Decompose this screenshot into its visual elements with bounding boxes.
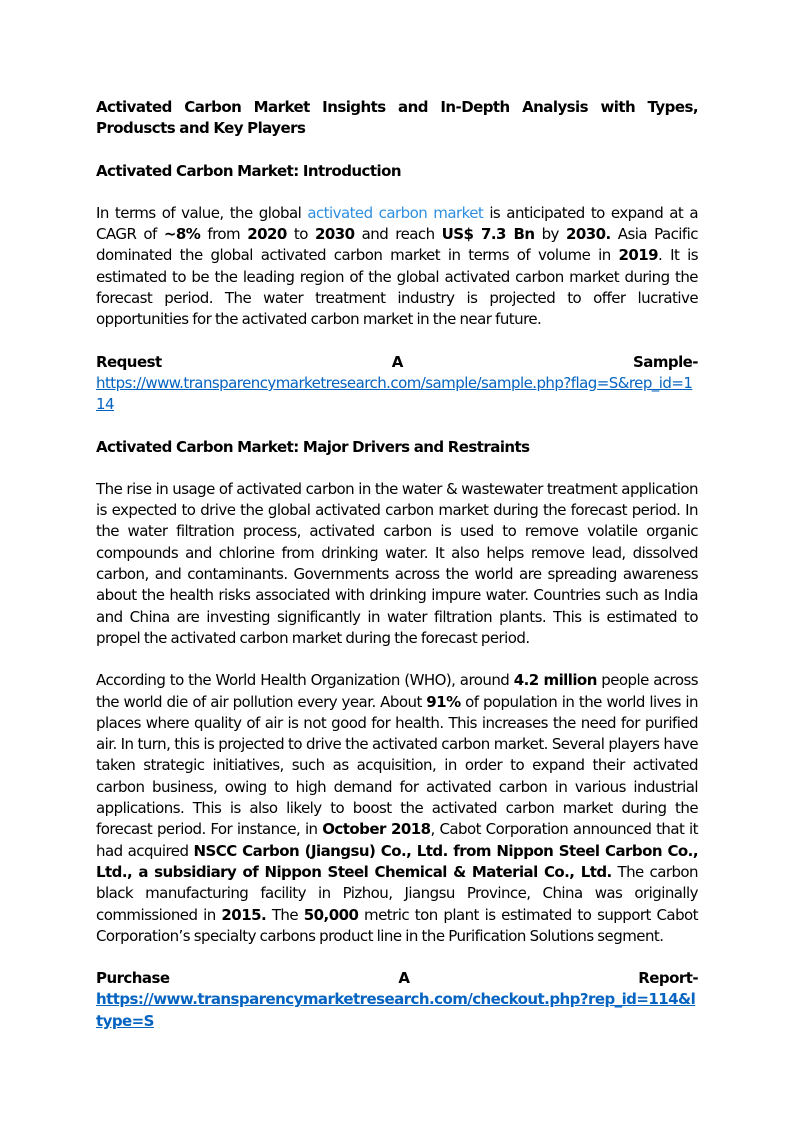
request-sample-word-1: Request (96, 352, 162, 371)
purchase-report-label (96, 968, 698, 989)
intro-text-d: to (286, 225, 315, 244)
purchase-report-word-2: A (398, 969, 410, 988)
intro-market-value: US$ 7.3 Bn (441, 225, 535, 244)
intro-text-h: . It is estimated to be the leading region of the global activated carbon market during the forecast period. The water treatment industry is projected to offer lucrative opportunities for the activated carbon market in the near future. (96, 246, 698, 329)
drivers-heading: Activated Carbon Market: Major Drivers and Restraints (96, 437, 530, 456)
activated-carbon-market-link[interactable]: activated carbon market (307, 203, 484, 222)
commission-year: 2015. (221, 905, 267, 924)
plant-capacity: 50,000 (303, 905, 359, 924)
intro-cagr: ~8% (163, 225, 201, 244)
air-pollution-deaths: 4.2 million (513, 671, 597, 690)
purchase-report-link[interactable]: https://www.transparencymarketresearch.com/checkout.php?rep_id=114&ltype=S (96, 990, 696, 1030)
request-sample-word-3: Sample- (633, 352, 698, 371)
intro-text-a: In terms of value, the global (96, 203, 308, 222)
request-sample-block (96, 352, 698, 416)
purchase-report-word-1: Purchase (96, 969, 170, 988)
acquired-company: NSCC Carbon (Jiangsu) Co., Ltd. from Nippon Steel Carbon Co., Ltd., a subsidiary of Nippon Steel Chemical & Material Co., Ltd. (96, 841, 698, 881)
intro-text-c: from (200, 225, 248, 244)
intro-text-b: is anticipated to expand at a CAGR of (96, 203, 699, 244)
acquisition-date: October 2018 (322, 820, 431, 839)
intro-text-e: and reach (354, 225, 442, 244)
document-title: Activated Carbon Market Insights and In-Depth Analysis with Types, Produscts and Key Players (96, 98, 698, 138)
intro-paragraph (96, 203, 698, 331)
request-sample-link[interactable]: https://www.transparencymarketresearch.com/sample/sample.php?flag=S&rep_id=114 (96, 373, 693, 414)
drivers-text-c: of population in the world lives in places where quality of air is not good for health. This increases the need for purified air. In turn, this is projected to drive the activated carbon market. Several players have taken strategic initiatives, such as acquisition, in order to expand their activated carbon business, owing to high demand for activated carbon in various industrial applications. This is also likely to boost the activated carbon market during the forecast period. For instance, in (96, 692, 698, 839)
purchase-report-word-3: Report- (638, 969, 698, 988)
drivers-paragraph-1: The rise in usage of activated carbon in the water & wastewater treatment application is expected to drive the global activated carbon market during the forecast period. In the water filtration process, activated carbon is used to remove volatile organic compounds and chlorine from drinking water. It also helps remove lead, dissolved carbon, and contaminants. Governments across the world are spreading awareness about the health risks associated with drinking impure water. Countries such as India and China are investing significantly in water filtration plants. This is estimated to propel the activated carbon market during the forecast period. (96, 479, 698, 647)
intro-year-start: 2020 (247, 225, 287, 244)
population-percentage: 91% (426, 692, 461, 711)
intro-heading: Activated Carbon Market: Introduction (96, 161, 401, 180)
request-sample-label (96, 352, 698, 373)
intro-year-end: 2030 (314, 225, 355, 244)
drivers-text-d: , Cabot Corporation announced that it had acquired (96, 820, 698, 860)
document-page (96, 97, 698, 1053)
intro-year-dominated: 2019 (618, 246, 659, 265)
drivers-text-e: The carbon black manufacturing facility in Pizhou, Jiangsu Province, China was originally commissioned in (96, 862, 699, 924)
drivers-text-g: metric ton plant is estimated to support Cabot Corporation’s specialty carbons product line in the Purification Solutions segment. (96, 905, 698, 945)
drivers-text-a: According to the World Health Organization (WHO), around (96, 671, 514, 690)
purchase-report-block (96, 968, 698, 1032)
intro-text-f: by (534, 225, 566, 244)
drivers-text-b: people across the world die of air pollution every year. About (96, 671, 699, 711)
intro-text-g: Asia Pacific dominated the global activated carbon market in terms of volume in (96, 225, 698, 265)
drivers-paragraph-2 (96, 670, 698, 947)
request-sample-word-2: A (391, 352, 403, 371)
intro-year-reach: 2030. (566, 225, 611, 244)
drivers-text-f: The (266, 905, 304, 924)
